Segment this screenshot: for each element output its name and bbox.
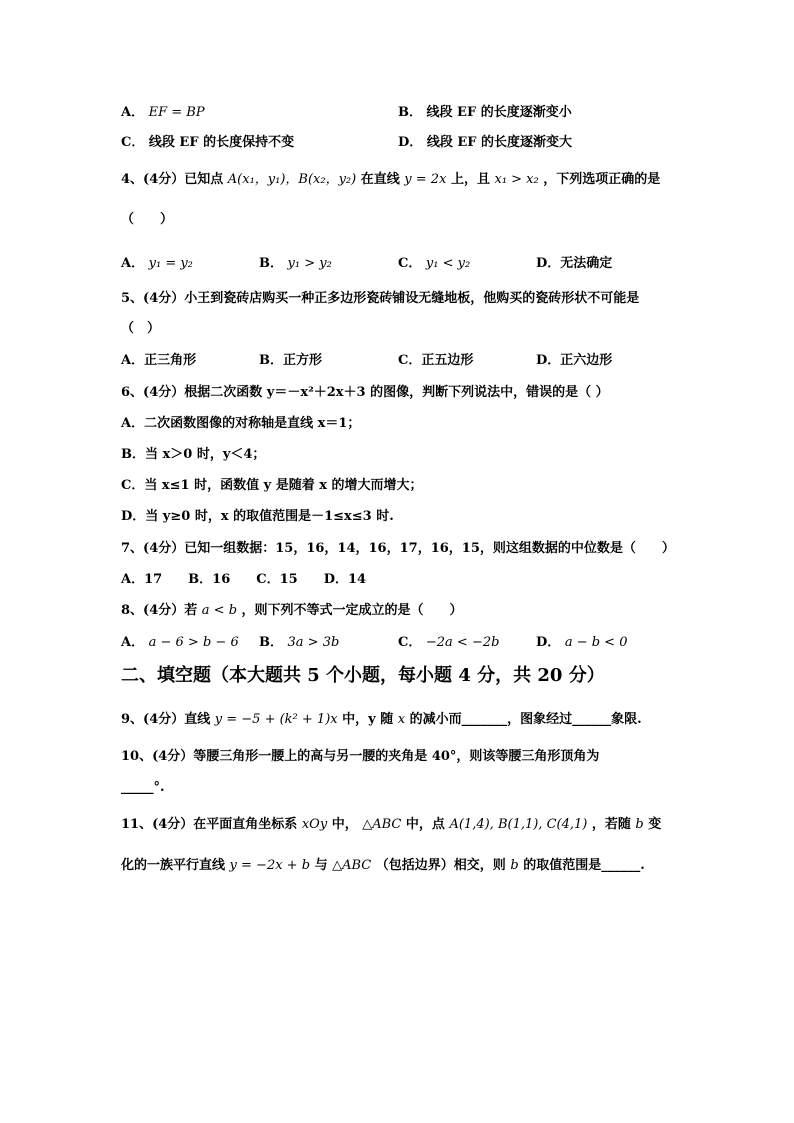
math-points: A(x₁，y₁)，B(x₂，y₂) [227,172,357,187]
math-inequality: a < b [201,603,238,618]
option-text: 线段 EF 的长度逐渐变小 [426,105,572,120]
q8-prefix: 8、(4分）若 [121,603,198,618]
q4-answer-paren: （ ） [121,212,174,227]
math-inequality: x₁ > x₂ [494,172,539,187]
q5-answer-paren: （ ） [121,321,161,336]
q3-option-b[interactable] [398,104,572,122]
q8-option-c[interactable] [398,634,499,652]
q6-option-a[interactable]: A．二次函数图像的对称轴是直线 x＝1； [121,416,361,431]
option-label: C． [398,635,422,650]
q4-stem [121,171,660,189]
q9-stem [121,711,642,729]
option-text: 线段 EF 的长度保持不变 [148,135,295,150]
option-label: A． [121,256,145,271]
option-label: A． [121,105,145,120]
q11-tail2: （包括边界）相交，则 [375,858,506,873]
q6-option-d[interactable]: D．当 y≥0 时，x 的取值范围是－1≤x≤3 时. [121,509,394,524]
option-label: B． [259,635,283,650]
q11-prefix2: 化的一族平行直线 [121,858,226,873]
math-expression: a − 6 > b − 6 [148,635,239,650]
q4-cond: 上，且 [450,172,490,187]
option-label: D． [536,635,561,650]
option-label: C． [121,135,145,150]
q8-option-d[interactable] [536,634,627,652]
q9-prefix: 9、(4分）直线 [121,712,211,727]
math-line: y = −2x + b [229,858,311,873]
math-expression: y₁ < y₂ [425,256,471,271]
section-heading: 二、填空题（本大题共 5 个小题，每小题 4 分，共 20 分） [121,665,605,686]
q4-option-d[interactable]: D．无法确定 [536,256,613,271]
q5-option-c[interactable]: C．正五边形 [398,353,474,368]
q11-prefix: 11、(4分）在平面直角坐标系 [121,817,298,832]
q11-stem-line2 [121,857,645,875]
math-equation: y = −5 + (k² + 1)x [214,712,338,727]
option-label: C． [398,256,422,271]
q6-option-b[interactable]: B．当 x＞0 时，y＜4； [121,447,266,462]
math-expression: −2a < −2b [425,635,500,650]
option-label: B． [398,105,422,120]
q7-stem: 7、(4分）已知一组数据：15，16，14，16，17，16，15，则这组数据的中位数是（ ） [121,541,675,556]
q8-option-a[interactable] [121,634,239,652]
q9-tail: 的减小而_______，图象经过______象限. [409,712,642,727]
q8-option-b[interactable] [259,634,339,652]
q11-end: 变 [648,817,662,832]
q11-end2: 的取值范围是______. [523,858,645,873]
math-variable: b [510,858,519,873]
math-expression: y₁ = y₂ [148,256,193,271]
q11-tail: ，若随 [591,817,631,832]
math-system: xOy [301,817,328,832]
math-expression: y₁ > y₂ [287,256,332,271]
q10-stem: 10、(4分）等腰三角形一腰上的高与另一腰的夹角是 40°，则该等腰三角形顶角为 [121,749,600,764]
math-expression: a − b < 0 [564,635,628,650]
q7-options[interactable]: A．17 B．16 C．15 D．14 [121,572,367,587]
q11-stem-line1 [121,816,661,834]
q4-mid: 在直线 [360,172,400,187]
q10-answer-blank: _____°. [121,780,165,795]
math-expression: 3a > 3b [287,635,340,650]
option-label: B． [259,256,283,271]
q4-tail: ，下列选项正确的是 [543,172,661,187]
math-points: A(1,4), B(1,1), C(4,1) [449,817,588,832]
q11-mid: 中， [331,817,358,832]
q8-suffix: ，则下列不等式一定成立的是（ ） [241,603,463,618]
math-triangle: △ABC [362,817,402,832]
q3-option-c[interactable] [121,134,294,152]
q4-option-c[interactable] [398,255,470,273]
q3-option-d[interactable] [398,134,572,152]
q3-option-a[interactable] [121,104,205,122]
q4-option-a[interactable] [121,255,193,273]
q8-stem [121,602,463,620]
option-label: D． [398,135,423,150]
q5-option-a[interactable]: A．正三角形 [121,353,197,368]
math-variable: x [397,712,406,727]
q6-option-c[interactable]: C．当 x≤1 时，函数值 y 是随着 x 的增大而增大； [121,478,423,493]
q6-stem: 6、(4分）根据二次函数 y＝－x²＋2x＋3 的图像，判断下列说法中，错误的是（ ） [121,385,609,400]
q5-option-b[interactable]: B．正方形 [259,353,322,368]
math-expression: EF = BP [148,105,205,120]
q11-mid3: 与 [314,858,328,873]
math-variable: b [635,817,644,832]
q11-mid2: 中，点 [405,817,445,832]
q4-prefix: 4、(4分）已知点 [121,172,224,187]
math-line: y = 2x [404,172,447,187]
q9-mid: 中，y 随 [342,712,394,727]
q5-option-d[interactable]: D．正六边形 [536,353,613,368]
q4-option-b[interactable] [259,255,332,273]
option-text: 线段 EF 的长度逐渐变大 [426,135,573,150]
q5-stem: 5、(4分）小王到瓷砖店购买一种正多边形瓷砖铺设无缝地板，他购买的瓷砖形状不可能是 [121,291,640,306]
math-triangle: △ABC [332,858,372,873]
option-label: A． [121,635,145,650]
